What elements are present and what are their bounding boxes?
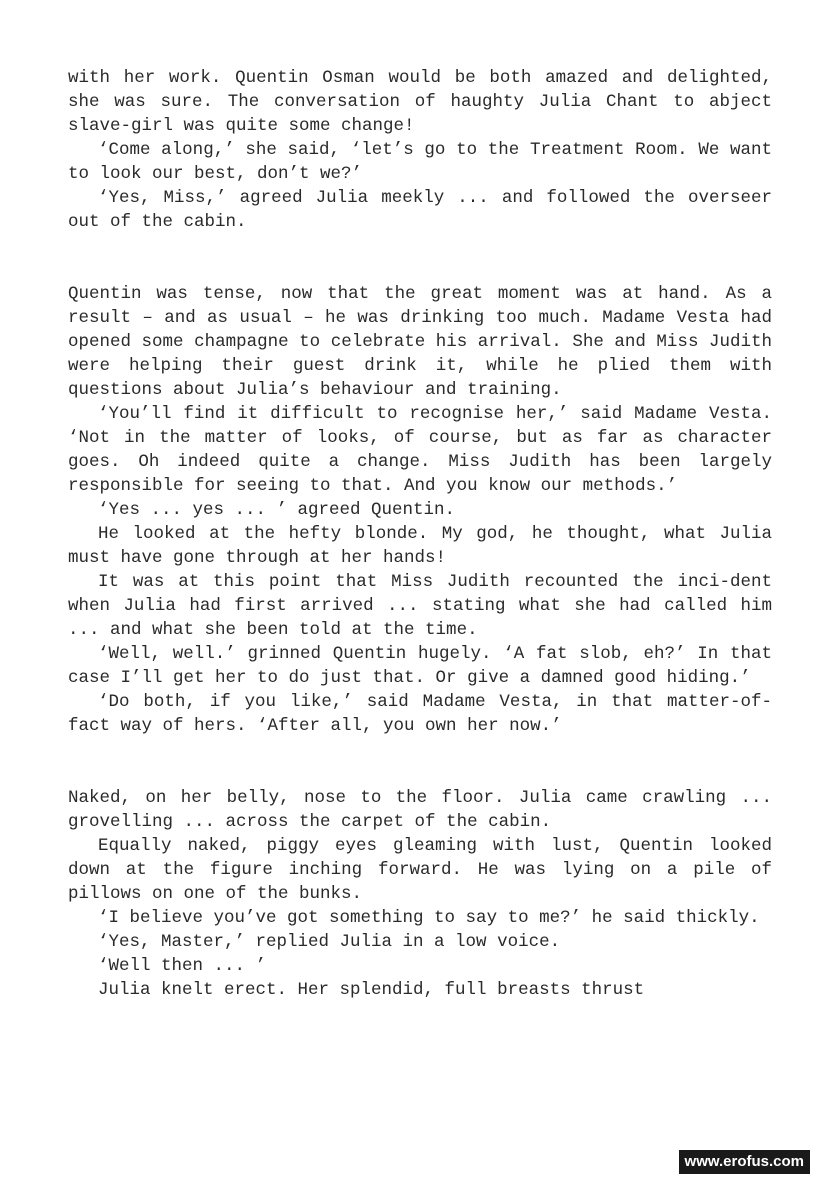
paragraph: ‘Come along,’ she said, ‘let’s go to the Treatment Room. We want to look our best, don’t we?’ xyxy=(68,140,772,184)
paragraph: ‘Well then ... ’ xyxy=(98,956,267,976)
paragraph: It was at this point that Miss Judith recounted the inci-dent when Julia had first arrived ... stating what she had called him ... and what she been told at the time. xyxy=(68,572,772,640)
paragraph: ‘Do both, if you like,’ said Madame Vesta, in that matter-of-fact way of hers. ‘After all, you own her now.’ xyxy=(68,692,772,736)
paragraph: Quentin was tense, now that the great moment was at hand. As a result – and as usual – he was drinking too much. Madame Vesta had opened some champagne to celebrate his arrival. She and Miss Judith were helping their guest drink it, while he plied them with questions about Julia’s behaviour and training. xyxy=(68,284,772,400)
paragraph: ‘You’ll find it difficult to recognise her,’ said Madame Vesta. ‘Not in the matter of looks, of course, but as far as character goes. Oh indeed quite a change. Miss Judith has been largely responsible for seeing to that. And you know our methods.’ xyxy=(68,404,772,496)
paragraph: He looked at the hefty blonde. My god, he thought, what Julia must have gone through at her hands! xyxy=(68,524,772,568)
section-break xyxy=(68,234,772,282)
paragraph: Equally naked, piggy eyes gleaming with lust, Quentin looked down at the figure inching forward. He was lying on a pile of pillows on one of the bunks. xyxy=(68,836,772,904)
paragraph: with her work. Quentin Osman would be both amazed and delighted, she was sure. The conversation of haughty Julia Chant to abject slave-girl was quite some change! xyxy=(68,68,772,136)
book-page xyxy=(68,66,772,1002)
paragraph: ‘Yes ... yes ... ’ agreed Quentin. xyxy=(98,500,456,520)
paragraph: ‘I believe you’ve got something to say to me?’ he said thickly. xyxy=(98,908,760,928)
section-2 xyxy=(68,282,772,738)
paragraph: Naked, on her belly, nose to the floor. Julia came crawling ... grovelling ... across the carpet of the cabin. xyxy=(68,788,772,832)
paragraph: ‘Yes, Miss,’ agreed Julia meekly ... and followed the overseer out of the cabin. xyxy=(68,188,772,232)
paragraph: ‘Yes, Master,’ replied Julia in a low voice. xyxy=(98,932,561,952)
section-3 xyxy=(68,786,772,1002)
watermark: www.erofus.com xyxy=(679,1150,810,1174)
paragraph: Julia knelt erect. Her splendid, full breasts thrust xyxy=(98,980,645,1000)
paragraph: ‘Well, well.’ grinned Quentin hugely. ‘A fat slob, eh?’ In that case I’ll get her to do just that. Or give a damned good hiding.’ xyxy=(68,644,772,688)
section-break xyxy=(68,738,772,786)
section-1 xyxy=(68,66,772,234)
